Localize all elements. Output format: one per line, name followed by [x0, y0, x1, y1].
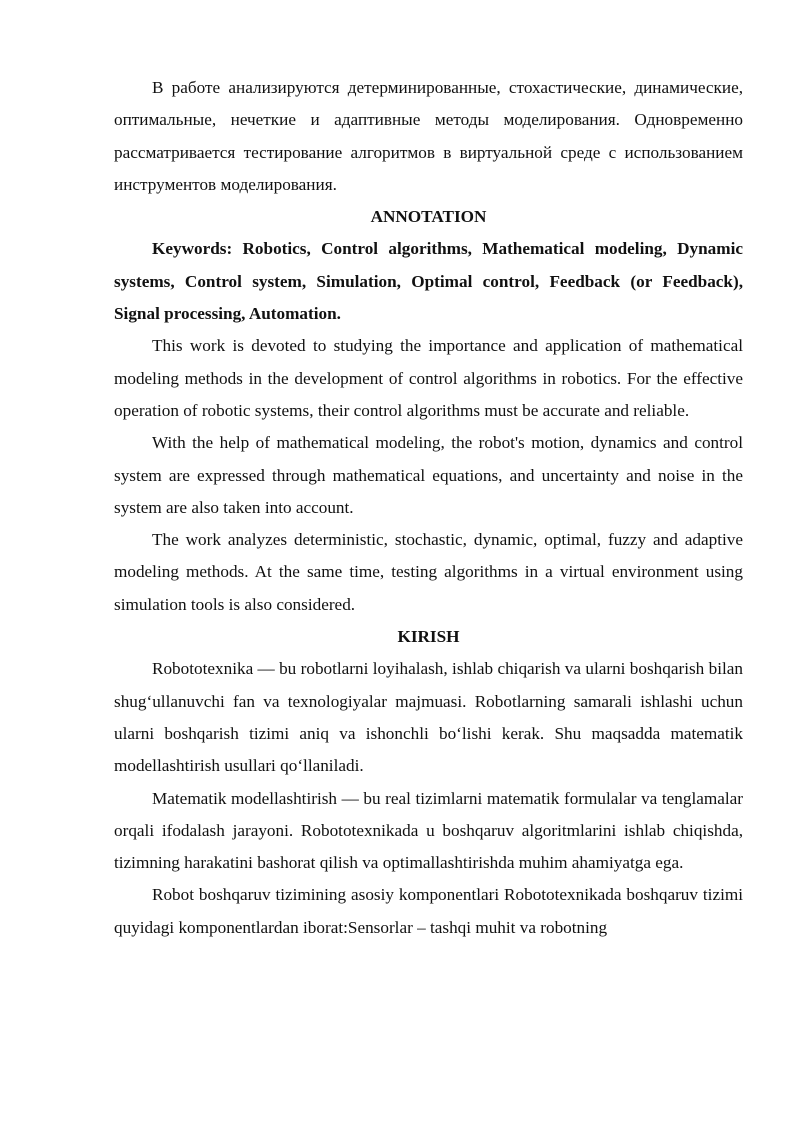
document-page — [114, 72, 743, 944]
uzbek-paragraph-1: Robototexnika — bu robotlarni loyihalash, ishlab chiqarish va ularni boshqarish bilan shug‘ullanuvchi fan va texnologiyalar majmuasi. Robotlarning samarali ishlashi uchun ularni boshqarish tizimi aniq va ishonchli bo‘lishi kerak. Shu maqsadda matematik modellashtirish usullari qo‘llaniladi. — [114, 659, 743, 776]
uzbek-paragraph-2: Matematik modellashtirish — bu real tizimlarni matematik formulalar va tenglamalar orqali ifodalash jarayoni. Robototexnikada u boshqaruv algoritmlarini ishlab chiqishda, tizimning harakatini bashorat qilish va optimallashtirishda muhim ahamiyatga ega. — [114, 788, 743, 873]
russian-abstract-paragraph: В работе анализируются детерминированные, стохастические, динамические, оптимальные, нечеткие и адаптивные методы моделирования. Одновременно рассматривается тестирование алгоритмов в виртуальной среде с использованием инструментов моделирования. — [114, 78, 743, 194]
english-paragraph-2: With the help of mathematical modeling, the robot's motion, dynamics and control system are expressed through mathematical equations, and uncertainty and noise in the system are also taken into account. — [114, 433, 743, 517]
english-paragraph-1: This work is devoted to studying the importance and application of mathematical modeling methods in the development of control algorithms in robotics. For the effective operation of robotic systems, their control algorithms must be accurate and reliable. — [114, 336, 743, 420]
english-paragraph-3: The work analyzes deterministic, stochastic, dynamic, optimal, fuzzy and adaptive modeling methods. At the same time, testing algorithms in a virtual environment using simulation tools is also considered. — [114, 530, 743, 614]
annotation-heading: ANNOTATION — [370, 207, 487, 227]
keywords-paragraph: Keywords: Robotics, Control algorithms, Mathematical modeling, Dynamic systems, Control system, Simulation, Optimal control, Feedback (or Feedback), Signal processing, Automation. — [114, 239, 743, 324]
uzbek-paragraph-3: Robot boshqaruv tizimining asosiy komponentlari Robototexnikada boshqaruv tizimi quyidagi komponentlardan iborat:Sensorlar – tashqi muhit va robotning — [114, 885, 743, 937]
kirish-heading: KIRISH — [397, 627, 460, 647]
